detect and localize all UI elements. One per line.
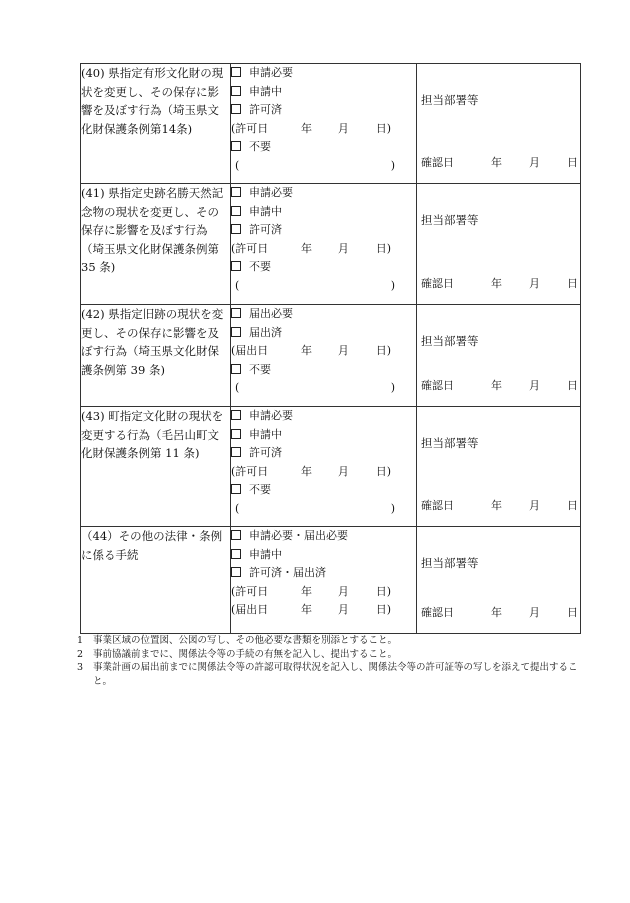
form-row xyxy=(81,184,581,305)
department-label: 担当部署等 xyxy=(421,213,479,227)
day-unit: 日) xyxy=(375,603,391,616)
status-option-label: 申請必要 xyxy=(249,66,293,79)
close-paren: ) xyxy=(390,278,395,292)
status-option-label: 許可済 xyxy=(249,103,282,116)
form-row xyxy=(81,64,581,184)
footnote xyxy=(77,634,580,648)
month-unit: 月 xyxy=(529,606,540,619)
reason-field[interactable] xyxy=(231,379,395,398)
status-option-label: 届出済 xyxy=(249,325,282,339)
confirmation-date[interactable] xyxy=(421,154,578,170)
month-unit: 月 xyxy=(529,499,540,512)
status-option-label: 許可済 xyxy=(249,223,282,236)
status-option[interactable] xyxy=(231,444,416,463)
month-unit: 月 xyxy=(337,603,349,616)
item-description-cell xyxy=(81,407,231,527)
reason-field[interactable] xyxy=(231,500,395,519)
status-option-label: 許可済 xyxy=(249,446,282,459)
year-unit: 年 xyxy=(491,379,502,392)
month-unit: 月 xyxy=(337,464,349,478)
day-unit: 日 xyxy=(567,499,578,512)
footnote-text: 事業計画の届出前までに関係法令等の許認可取得状況を記入し、関係法令等の許可証等の写しを添えて提出すること。 xyxy=(93,662,578,687)
status-option[interactable] xyxy=(231,361,416,380)
status-option-label: 不要 xyxy=(249,260,271,273)
day-unit: 日 xyxy=(567,606,578,619)
confirmation-date[interactable] xyxy=(421,604,578,620)
checkbox[interactable] xyxy=(231,364,241,374)
status-option[interactable] xyxy=(231,546,416,565)
footnote-text: 事業区域の位置図、公図の写し、その他必要な書類を別添とすること。 xyxy=(93,635,398,646)
item-description-cell xyxy=(81,184,231,305)
status-option-label: 届出必要 xyxy=(249,307,293,320)
open-paren: ( xyxy=(235,501,240,515)
year-unit: 年 xyxy=(300,464,312,478)
date-field[interactable] xyxy=(231,240,391,259)
open-paren: ( xyxy=(235,158,240,172)
month-unit: 月 xyxy=(337,241,349,255)
date-label: (届出日 xyxy=(231,344,269,357)
item-description: (43) 町指定文化財の現状を変更する行為（毛呂山町文化財保護条例第 11 条) xyxy=(81,409,224,460)
date-field[interactable] xyxy=(231,463,391,482)
month-unit: 月 xyxy=(529,277,540,290)
year-unit: 年 xyxy=(491,499,502,512)
open-paren: ( xyxy=(235,381,240,394)
status-option-label: 許可済・届出済 xyxy=(249,566,326,579)
footnotes xyxy=(77,634,580,688)
checkbox[interactable] xyxy=(231,530,241,540)
reason-field[interactable] xyxy=(231,157,395,176)
status-option[interactable] xyxy=(231,138,416,157)
confirmation-label: 確認日 xyxy=(421,606,454,619)
status-option-label: 不要 xyxy=(249,483,271,496)
date-label: (許可日 xyxy=(231,241,269,255)
checkbox[interactable] xyxy=(231,86,241,96)
status-options-cell xyxy=(231,184,417,305)
year-unit: 年 xyxy=(300,241,312,255)
day-unit: 日) xyxy=(375,584,391,598)
checkbox[interactable] xyxy=(231,141,241,151)
status-options-cell xyxy=(231,305,417,407)
checkbox[interactable] xyxy=(231,187,241,197)
date-field[interactable] xyxy=(231,342,391,361)
status-option[interactable] xyxy=(231,305,416,324)
year-unit: 年 xyxy=(491,156,502,169)
item-description: (41) 県指定史跡名勝天然記念物の現状を変更し、その保存に影響を及ぼす行為（埼玉県文化財保護条例第 35 条) xyxy=(81,186,224,274)
confirmation-label: 確認日 xyxy=(421,379,454,392)
confirmation-label: 確認日 xyxy=(421,156,454,169)
status-option[interactable] xyxy=(231,221,416,240)
permit-status-table xyxy=(80,63,581,634)
day-unit: 日) xyxy=(375,121,391,135)
status-option-label: 申請中 xyxy=(249,547,282,561)
item-description: (42) 県指定旧跡の現状を変更し、その保存に影響を及ぼす行為（埼玉県文化財保護条例第 39 条) xyxy=(81,307,224,377)
status-option[interactable] xyxy=(231,564,416,583)
status-option[interactable] xyxy=(231,481,416,500)
year-unit: 年 xyxy=(300,121,312,135)
date-label: (許可日 xyxy=(231,121,269,135)
date-field[interactable] xyxy=(231,601,391,620)
status-option[interactable] xyxy=(231,407,416,426)
checkbox[interactable] xyxy=(231,429,241,439)
confirmation-date[interactable] xyxy=(421,275,578,291)
footnote-text: 事前協議前までに、関係法令等の手続の有無を記入し、提出すること。 xyxy=(93,648,398,660)
status-option[interactable] xyxy=(231,101,416,120)
item-description: （44）その他の法律・条例に係る手続 xyxy=(81,529,223,562)
month-unit: 月 xyxy=(337,121,349,135)
status-option-label: 不要 xyxy=(249,362,271,376)
day-unit: 日) xyxy=(375,241,391,255)
confirmation-label: 確認日 xyxy=(421,499,454,512)
year-unit: 年 xyxy=(300,584,312,598)
status-option[interactable] xyxy=(231,83,416,102)
status-option-label: 申請必要 xyxy=(249,186,293,199)
department-label: 担当部署等 xyxy=(421,93,479,107)
checkbox[interactable] xyxy=(231,308,241,318)
footnote xyxy=(77,648,580,662)
close-paren: ) xyxy=(390,158,395,172)
close-paren: ) xyxy=(390,381,395,394)
month-unit: 月 xyxy=(337,584,349,598)
item-description: (40) 県指定有形文化財の現状を変更し、その保存に影響を及ぼす行為（埼玉県文化財保護条例第14条) xyxy=(81,66,224,136)
year-unit: 年 xyxy=(491,277,502,290)
month-unit: 月 xyxy=(337,344,349,357)
form-row xyxy=(81,305,581,407)
checkbox[interactable] xyxy=(231,206,241,216)
day-unit: 日) xyxy=(375,464,391,478)
status-option-label: 申請必要・届出必要 xyxy=(249,529,348,542)
status-option[interactable] xyxy=(231,64,416,83)
department-label: 担当部署等 xyxy=(421,334,479,348)
checkbox[interactable] xyxy=(231,104,241,114)
checkbox[interactable] xyxy=(231,567,241,577)
day-unit: 日 xyxy=(567,277,578,290)
status-options-cell xyxy=(231,407,417,527)
status-option[interactable] xyxy=(231,203,416,222)
month-unit: 月 xyxy=(529,156,540,169)
status-option-label: 申請必要 xyxy=(249,409,293,422)
checkbox[interactable] xyxy=(231,224,241,234)
footnote-number: 3 xyxy=(77,662,84,673)
department-label: 担当部署等 xyxy=(421,556,479,570)
date-label: (許可日 xyxy=(231,464,269,478)
form-row xyxy=(81,527,581,634)
checkbox[interactable] xyxy=(231,261,241,271)
day-unit: 日 xyxy=(567,156,578,169)
status-option-label: 申請中 xyxy=(249,427,282,441)
open-paren: ( xyxy=(235,278,240,292)
department-cell xyxy=(417,64,581,184)
day-unit: 日) xyxy=(375,344,391,357)
status-option-label: 不要 xyxy=(249,140,271,153)
confirmation-date[interactable] xyxy=(421,377,578,393)
checkbox[interactable] xyxy=(231,447,241,457)
date-label: (許可日 xyxy=(231,584,269,598)
status-options-cell xyxy=(231,64,417,184)
item-description-cell xyxy=(81,305,231,407)
status-options-cell xyxy=(231,527,417,634)
status-option[interactable] xyxy=(231,184,416,203)
status-option[interactable] xyxy=(231,258,416,277)
status-option[interactable] xyxy=(231,527,416,546)
department-cell xyxy=(417,184,581,305)
checkbox[interactable] xyxy=(231,410,241,420)
reason-field[interactable] xyxy=(231,277,395,296)
day-unit: 日 xyxy=(567,379,578,392)
footnote-number: 1 xyxy=(77,635,84,646)
department-cell xyxy=(417,407,581,527)
item-description-cell xyxy=(81,527,231,634)
status-option-label: 申請中 xyxy=(249,84,282,98)
year-unit: 年 xyxy=(300,603,312,616)
checkbox[interactable] xyxy=(231,327,241,337)
confirmation-date[interactable] xyxy=(421,497,578,513)
close-paren: ) xyxy=(390,501,395,515)
status-option[interactable] xyxy=(231,426,416,445)
item-description-cell xyxy=(81,64,231,184)
date-field[interactable] xyxy=(231,120,391,139)
year-unit: 年 xyxy=(491,606,502,619)
department-cell xyxy=(417,527,581,634)
date-field[interactable] xyxy=(231,583,391,602)
year-unit: 年 xyxy=(300,344,312,357)
footnote-number: 2 xyxy=(77,648,84,660)
checkbox[interactable] xyxy=(231,549,241,559)
status-option-label: 申請中 xyxy=(249,204,282,218)
status-option[interactable] xyxy=(231,324,416,343)
checkbox[interactable] xyxy=(231,484,241,494)
month-unit: 月 xyxy=(529,379,540,392)
form-row xyxy=(81,407,581,527)
footnote xyxy=(77,661,580,688)
checkbox[interactable] xyxy=(231,67,241,77)
department-cell xyxy=(417,305,581,407)
department-label: 担当部署等 xyxy=(421,436,479,450)
date-label: (届出日 xyxy=(231,603,269,616)
confirmation-label: 確認日 xyxy=(421,277,454,290)
